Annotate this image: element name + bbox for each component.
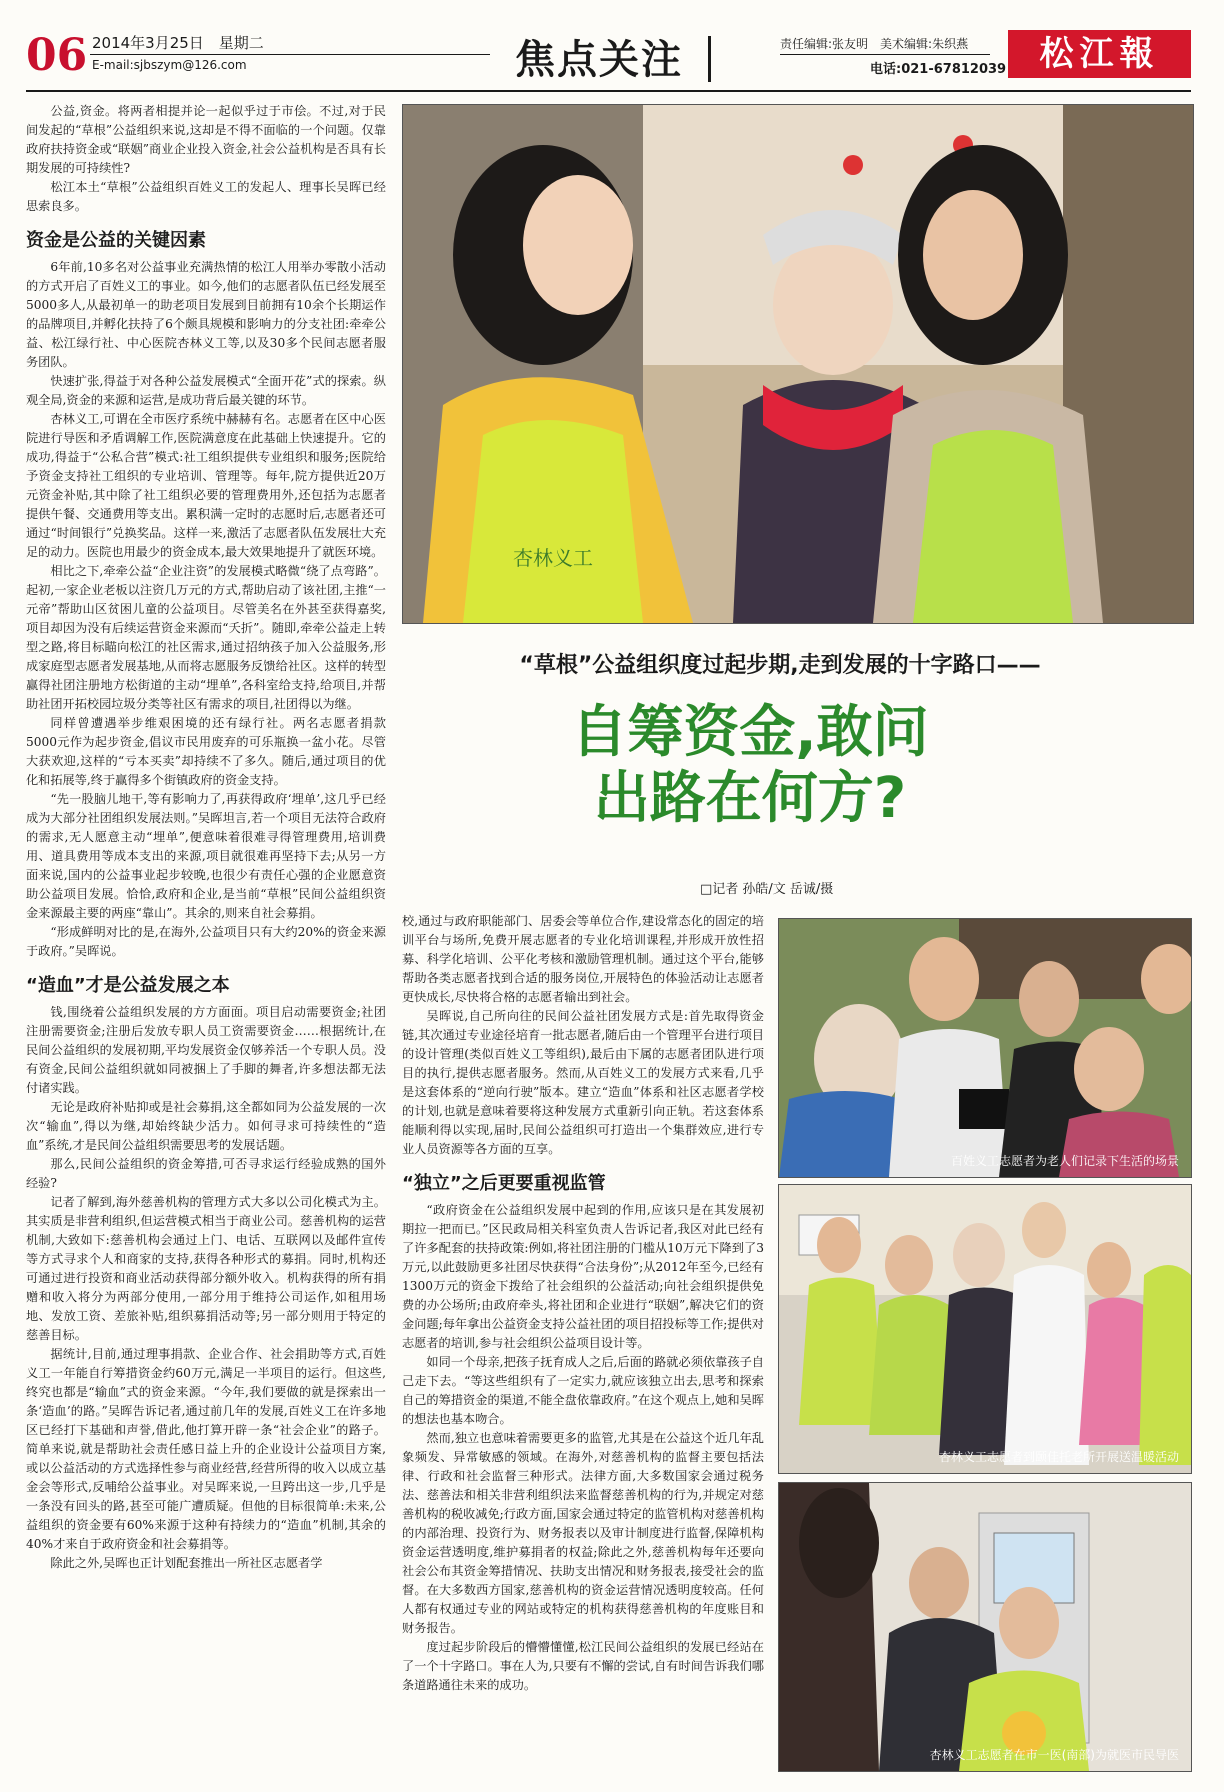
byline: □记者 孙皓/文 岳诚/摄 <box>700 882 834 897</box>
paragraph: 同样曾遭遇举步维艰困境的还有绿行社。两名志愿者捐款5000元作为起步资金,倡议市民用废弃的可乐瓶换一盆小花。尽管大获欢迎,这样的“亏本买卖”却持续不了多久。随后,通过项目的优化和拓展等,终于赢得多个街镇政府的资金支持。 <box>26 716 386 787</box>
headline-line-2: 出路在何方? <box>593 766 907 831</box>
subheading: 资金是公益的关键因素 <box>26 230 206 251</box>
paragraph: 松江本土“草根”公益组织百姓义工的发起人、理事长吴晖已经思索良多。 <box>26 180 386 213</box>
contact-phone: 电话:021-67812039 <box>870 62 1007 77</box>
main-photo <box>402 104 1194 624</box>
section-divider <box>708 36 711 82</box>
editor-credits: 责任编辑:张友明 美术编辑:朱织燕 <box>780 37 969 51</box>
paragraph: 相比之下,牵牵公益“企业注资”的发展模式略微“绕了点弯路”。起初,一家企业老板以注资几万元的方式,帮助启动了该社团,主推“一元帝”帮助山区贫困儿童的公益项目。尽管美名在外甚至获得嘉奖,项目却因为没有后续运营资金来源而“夭折”。随即,牵牵公益走上转型之路,将目标瞄向松江的社区需求,通过招纳孩子加入公益服务,形成家庭型志愿者发展基地,从而将志愿服务反馈给社区。这样的转型赢得社团注册地方松街道的主动“埋单”,各科室给支持,给项目,并帮助社团开拓校园垃圾分类等社区有需求的项目,社团得以为继。 <box>26 564 386 711</box>
subheading: “独立”之后更要重视监管 <box>402 1173 606 1194</box>
section-title: 焦点关注 <box>515 37 683 83</box>
photo-3-illustration <box>779 1185 1191 1473</box>
header-rule-right <box>780 54 990 55</box>
paragraph: 公益,资金。将两者相提并论一起似乎过于市侩。不过,对于民间发起的“草根”公益组织来说,这却是不得不面临的一个问题。仅靠政府扶持资金或“联姻”商业企业投入资金,社会公益机构是否具有长期发展的可持续性? <box>26 104 386 175</box>
photo-caption: 杏林义工志愿者到颐佳托老所开展送温暖活动 <box>938 1450 1179 1464</box>
paragraph: 6年前,10多名对公益事业充满热情的松江人用举办零散小活动的方式开启了百姓义工的事业。如今,他们的志愿者队伍已经发展至5000多人,从最初单一的助老项目发展到目前拥有10余个长期运作的品牌项目,并孵化扶持了6个颇具规模和影响力的分支社团:牵牵公益、松江绿行社、中心医院杏林义工等,以及30多个民间志愿者服务团队。 <box>26 260 386 369</box>
issue-date: 2014年3月25日 星期二 <box>92 34 264 52</box>
subheading: “造血”才是公益发展之本 <box>26 975 230 996</box>
paragraph: “先一股脑儿地干,等有影响力了,再获得政府‘埋单’,这几乎已经成为大部分社团组织发展法则。”吴晖坦言,若一个项目无法符合政府的需求,无人愿意主动“埋单”,便意味着很难寻得管理费用,培训费用、道具费用等成本支出的来源,项目就很难再坚持下去;从另一方面来说,国内的公益事业起步较晚,也很少有责任心强的企业愿意资助公益项目发展。恰恰,政府和企业,是当前“草根”民间公益组织资金来源最主要的两座“靠山”。其余的,则来自社会募捐。 <box>26 792 386 920</box>
paper-logo: 松江報 <box>1008 30 1191 78</box>
photo-2 <box>778 918 1192 1178</box>
contact-email: E-mail:sjbszym@126.com <box>92 58 247 72</box>
paragraph: 除此之外,吴晖也正计划配套推出一所社区志愿者学 <box>50 1556 323 1570</box>
paragraph: 如同一个母亲,把孩子抚育成人之后,后面的路就必须依靠孩子自己走下去。“等这些组织有了一定实力,就应该独立出去,思考和探索自己的筹措资金的渠道,不能全盘依靠政府。”在这个观点上,她和吴晖的想法也基本吻合。 <box>402 1355 764 1426</box>
paragraph: 然而,独立也意味着需要更多的监管,尤其是在公益这个近几年乱象频发、异常敏感的领域。在海外,对慈善机构的监督主要包括法律、行政和社会监督三种形式。法律方面,大多数国家会通过税务法、慈善法和相关非营利组织法来监督慈善机构的行为,并规定对慈善机构的税收减免;行政方面,国家会通过特定的监管机构对慈善机构的内部治理、投资行为、财务报表以及审计制度进行监督,保障机构资金运营透明度,维护募捐者的权益;除此之外,慈善机构每年还要向社会公布其资金筹措情况、扶助支出情况和财务报表,接受社会的监督。在大多数西方国家,慈善机构的资金运营情况透明度较高。任何人都有权通过专业的网站或特定的机构获得慈善机构的年度账目和财务报告。 <box>402 1431 764 1635</box>
photo-3 <box>778 1184 1192 1474</box>
paragraph: 吴晖说,自己所向往的民间公益社团发展方式是:首先取得资金链,其次通过专业途径培育一批志愿者,随后由一个管理平台进行项目的设计管理(类似百姓义工等组织),最后由下属的志愿者团队进行项目的执行,提供志愿者服务。然而,从百姓义工的发展方式来看,几乎是这套体系的“逆向行驶”版本。建立“造血”体系和社区志愿者学校的计划,也就是意味着要将这种发展方式重新引向正轨。若这套体系能顺利得以实现,届时,民间公益组织可打造出一个集群效应,进行专业人员资源等各方面的互享。 <box>402 1009 764 1156</box>
main-photo-illustration <box>403 105 1193 623</box>
paragraph: 度过起步阶段后的懵懵懂懂,松江民间公益组织的发展已经站在了一个十字路口。事在人为,只要有不懈的尝试,自有时间告诉我们哪条道路通往未来的成功。 <box>402 1640 764 1692</box>
article-column-1 <box>26 102 386 1772</box>
paragraph: 快速扩张,得益于对各种公益发展模式“全面开花”式的探索。纵观全局,资金的来源和运营,是成功背后最关键的环节。 <box>26 374 386 407</box>
headline <box>400 700 1100 832</box>
vest-label: 杏林义工 <box>513 546 593 570</box>
paragraph: 无论是政府补贴抑或是社会募捐,这全都如同为公益发展的一次次“输血”,得以为继,却始终缺少活力。如何寻求可持续性的“造血”系统,才是民间公益组织需要思考的发展话题。 <box>26 1100 386 1152</box>
headline-kicker: “草根”公益组织度过起步期,走到发展的十字路口—— <box>519 653 1041 678</box>
masthead-rule <box>26 90 1191 92</box>
paragraph: 记者了解到,海外慈善机构的管理方式大多以公司化模式为主。其实质是非营利组织,但运营模式相当于商业公司。慈善机构的运营机制,大致如下:慈善机构会通过上门、电话、互联网以及邮件宣传等方式寻求个人和商家的支持,获得各种形式的募捐。同时,机构还可通过进行投资和商业活动获得部分额外收入。机构获得的所有捐赠和收入将分为两部分使用,一部分用于维持公司运作,如租用场地、发放工资、差旅补贴,组织募捐活动等;另一部分则用于特定的慈善目标。 <box>26 1195 386 1342</box>
paragraph: 那么,民间公益组织的资金筹措,可否寻求运行经验成熟的国外经验? <box>26 1157 386 1190</box>
header-rule <box>90 54 490 55</box>
page-number: 06 <box>26 30 88 81</box>
paragraph: “形成鲜明对比的是,在海外,公益项目只有大约20%的资金来源于政府。”吴晖说。 <box>26 925 386 958</box>
photo-4 <box>778 1482 1192 1772</box>
photo-4-illustration <box>779 1483 1191 1771</box>
article-column-2 <box>402 912 764 1772</box>
photo-2-illustration <box>779 919 1191 1177</box>
paragraph: 杏林义工,可谓在全市医疗系统中赫赫有名。志愿者在区中心医院进行导医和矛盾调解工作,医院满意度在此基础上快速提升。它的成功,得益于“公私合营”模式:社工组织提供专业组织和服务;医院给予资金支持社工组织的专业培训、管理等。每年,院方提供近20万元资金补贴,其中除了社工组织必要的管理费用外,还包括为志愿者提供午餐、交通费用等支出。累积满一定时的志愿时后,志愿者还可通过“时间银行”兑换奖品。这样一来,激活了志愿者队伍发展壮大充足的动力。医院也用最少的资金成本,最大效果地提升了就医环境。 <box>26 412 386 559</box>
paragraph: 校,通过与政府职能部门、居委会等单位合作,建设常态化的固定的培训平台与场所,免费开展志愿者的专业化培训课程,并形成开放性招募、科学化培训、公平化考核和激励管理机制。通过这个平台,能够帮助各类志愿者找到合适的服务岗位,开展特色的体验活动让志愿者更快成长,尽快将合格的志愿者输出到社会。 <box>402 914 764 1004</box>
paragraph: 据统计,目前,通过理事捐款、企业合作、社会捐助等方式,百姓义工一年能自行筹措资金约60万元,满足一半项目的运行。但这些,终究也都是“输血”式的资金来源。“今年,我们要做的就是探索出一条‘造血’的路。”吴晖告诉记者,通过前几年的发展,百姓义工在许多地区已经打下基础和声誉,借此,他打算开辟一条“社会企业”的路子。简单来说,就是帮助社会责任感日益上升的企业设计公益项目方案,或以公益活动的方式选择性参与商业经营,经营所得的收入以成立基金会等形式,反哺给公益事业。对吴晖来说,一旦跨出这一步,几乎是一条没有回头的路,甚至可能广遭质疑。但他的目标很简单:未来,公益组织的资金要有60%来源于这种有持续力的“造血”机制,其余的40%才来自于政府资金和社会募捐等。 <box>26 1347 386 1551</box>
paragraph: “政府资金在公益组织发展中起到的作用,应该只是在其发展初期拉一把而已。”区民政局相关科室负责人告诉记者,我区对此已经有了许多配套的扶持政策:例如,将社团注册的门槛从10万元下降到了3万元,以此鼓励更多社团尽快获得“合法身份”;从2012年至今,已经有1300万元的资金下拨给了社会组织的公益活动;向社会组织提供免费的办公场所;由政府牵头,将社团和企业进行“联姻”,解决它们的资金问题;每年拿出公益资金支持公益社团的项目招投标等工作;提供对志愿者的培训,参与社会组织公益项目设计等。 <box>402 1203 764 1350</box>
photo-caption: 杏林义工志愿者在市一医(南部)为就医市民导医 <box>929 1748 1179 1762</box>
photo-caption: 百姓义工志愿者为老人们记录下生活的场景 <box>950 1154 1179 1168</box>
headline-line-1: 自筹资金,敢问 <box>571 700 929 765</box>
paragraph: 钱,围绕着公益组织发展的方方面面。项目启动需要资金;社团注册需要资金;注册后发放专职人员工资需要资金……根据统计,在民间公益组织的发展初期,平均发展资金仅够养活一个专职人员。没有资金,民间公益组织就如同被捆上了手脚的舞者,许多想法都无法付诸实践。 <box>26 1005 386 1095</box>
